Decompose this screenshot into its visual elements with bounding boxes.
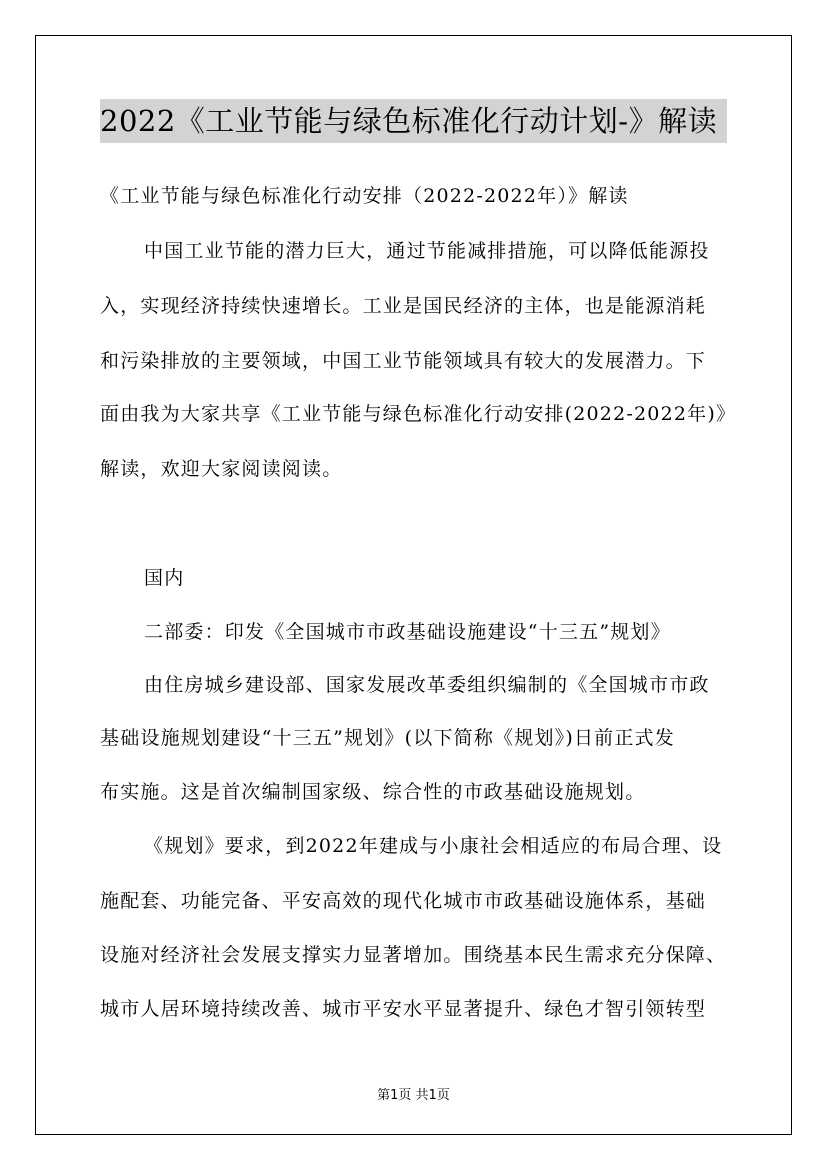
paragraph-line: 布实施。这是首次编制国家级、综合性的市政基础设施规划。 <box>100 781 646 803</box>
document-title: 2022《工业节能与绿色标准化行动计划-》解读 <box>100 99 727 143</box>
paragraph-line: 由住房城乡建设部、国家发展改革委组织编制的《全国城市市政 <box>144 674 710 696</box>
page-footer: 第1页 共1页 <box>377 1088 450 1103</box>
paragraph-line: 城市人居环境持续改善、城市平安水平显著提升、绿色才智引领转型 <box>100 998 707 1020</box>
paragraph-line: 入，实现经济持续快速增长。工业是国民经济的主体，也是能源消耗 <box>100 295 707 317</box>
section-label: 国内 <box>144 567 185 589</box>
document-subtitle: 《工业节能与绿色标准化行动安排（2022-2022年）》解读 <box>100 185 629 207</box>
paragraph-line: 《规划》要求，到2022年建成与小康社会相适应的布局合理、设 <box>144 835 723 857</box>
paragraph-line: 基础设施规划建设“十三五”规划》(以下简称《规划》)日前正式发 <box>100 727 675 749</box>
news-headline: 二部委：印发《全国城市市政基础设施建设“十三五”规划》 <box>144 621 671 643</box>
paragraph-line: 和污染排放的主要领域，中国工业节能领域具有较大的发展潜力。下 <box>100 350 707 372</box>
paragraph-line: 解读，欢迎大家阅读阅读。 <box>100 458 343 480</box>
paragraph-line: 施配套、功能完备、平安高效的现代化城市市政基础设施体系，基础 <box>100 890 707 912</box>
paragraph-line: 设施对经济社会发展支撑实力显著增加。围绕基本民生需求充分保障、 <box>100 944 727 966</box>
paragraph-line: 中国工业节能的潜力巨大，通过节能减排措施，可以降低能源投 <box>144 240 710 262</box>
paragraph-line: 面由我为大家共享《工业节能与绿色标准化行动安排(2022-2022年)》 <box>100 403 737 425</box>
